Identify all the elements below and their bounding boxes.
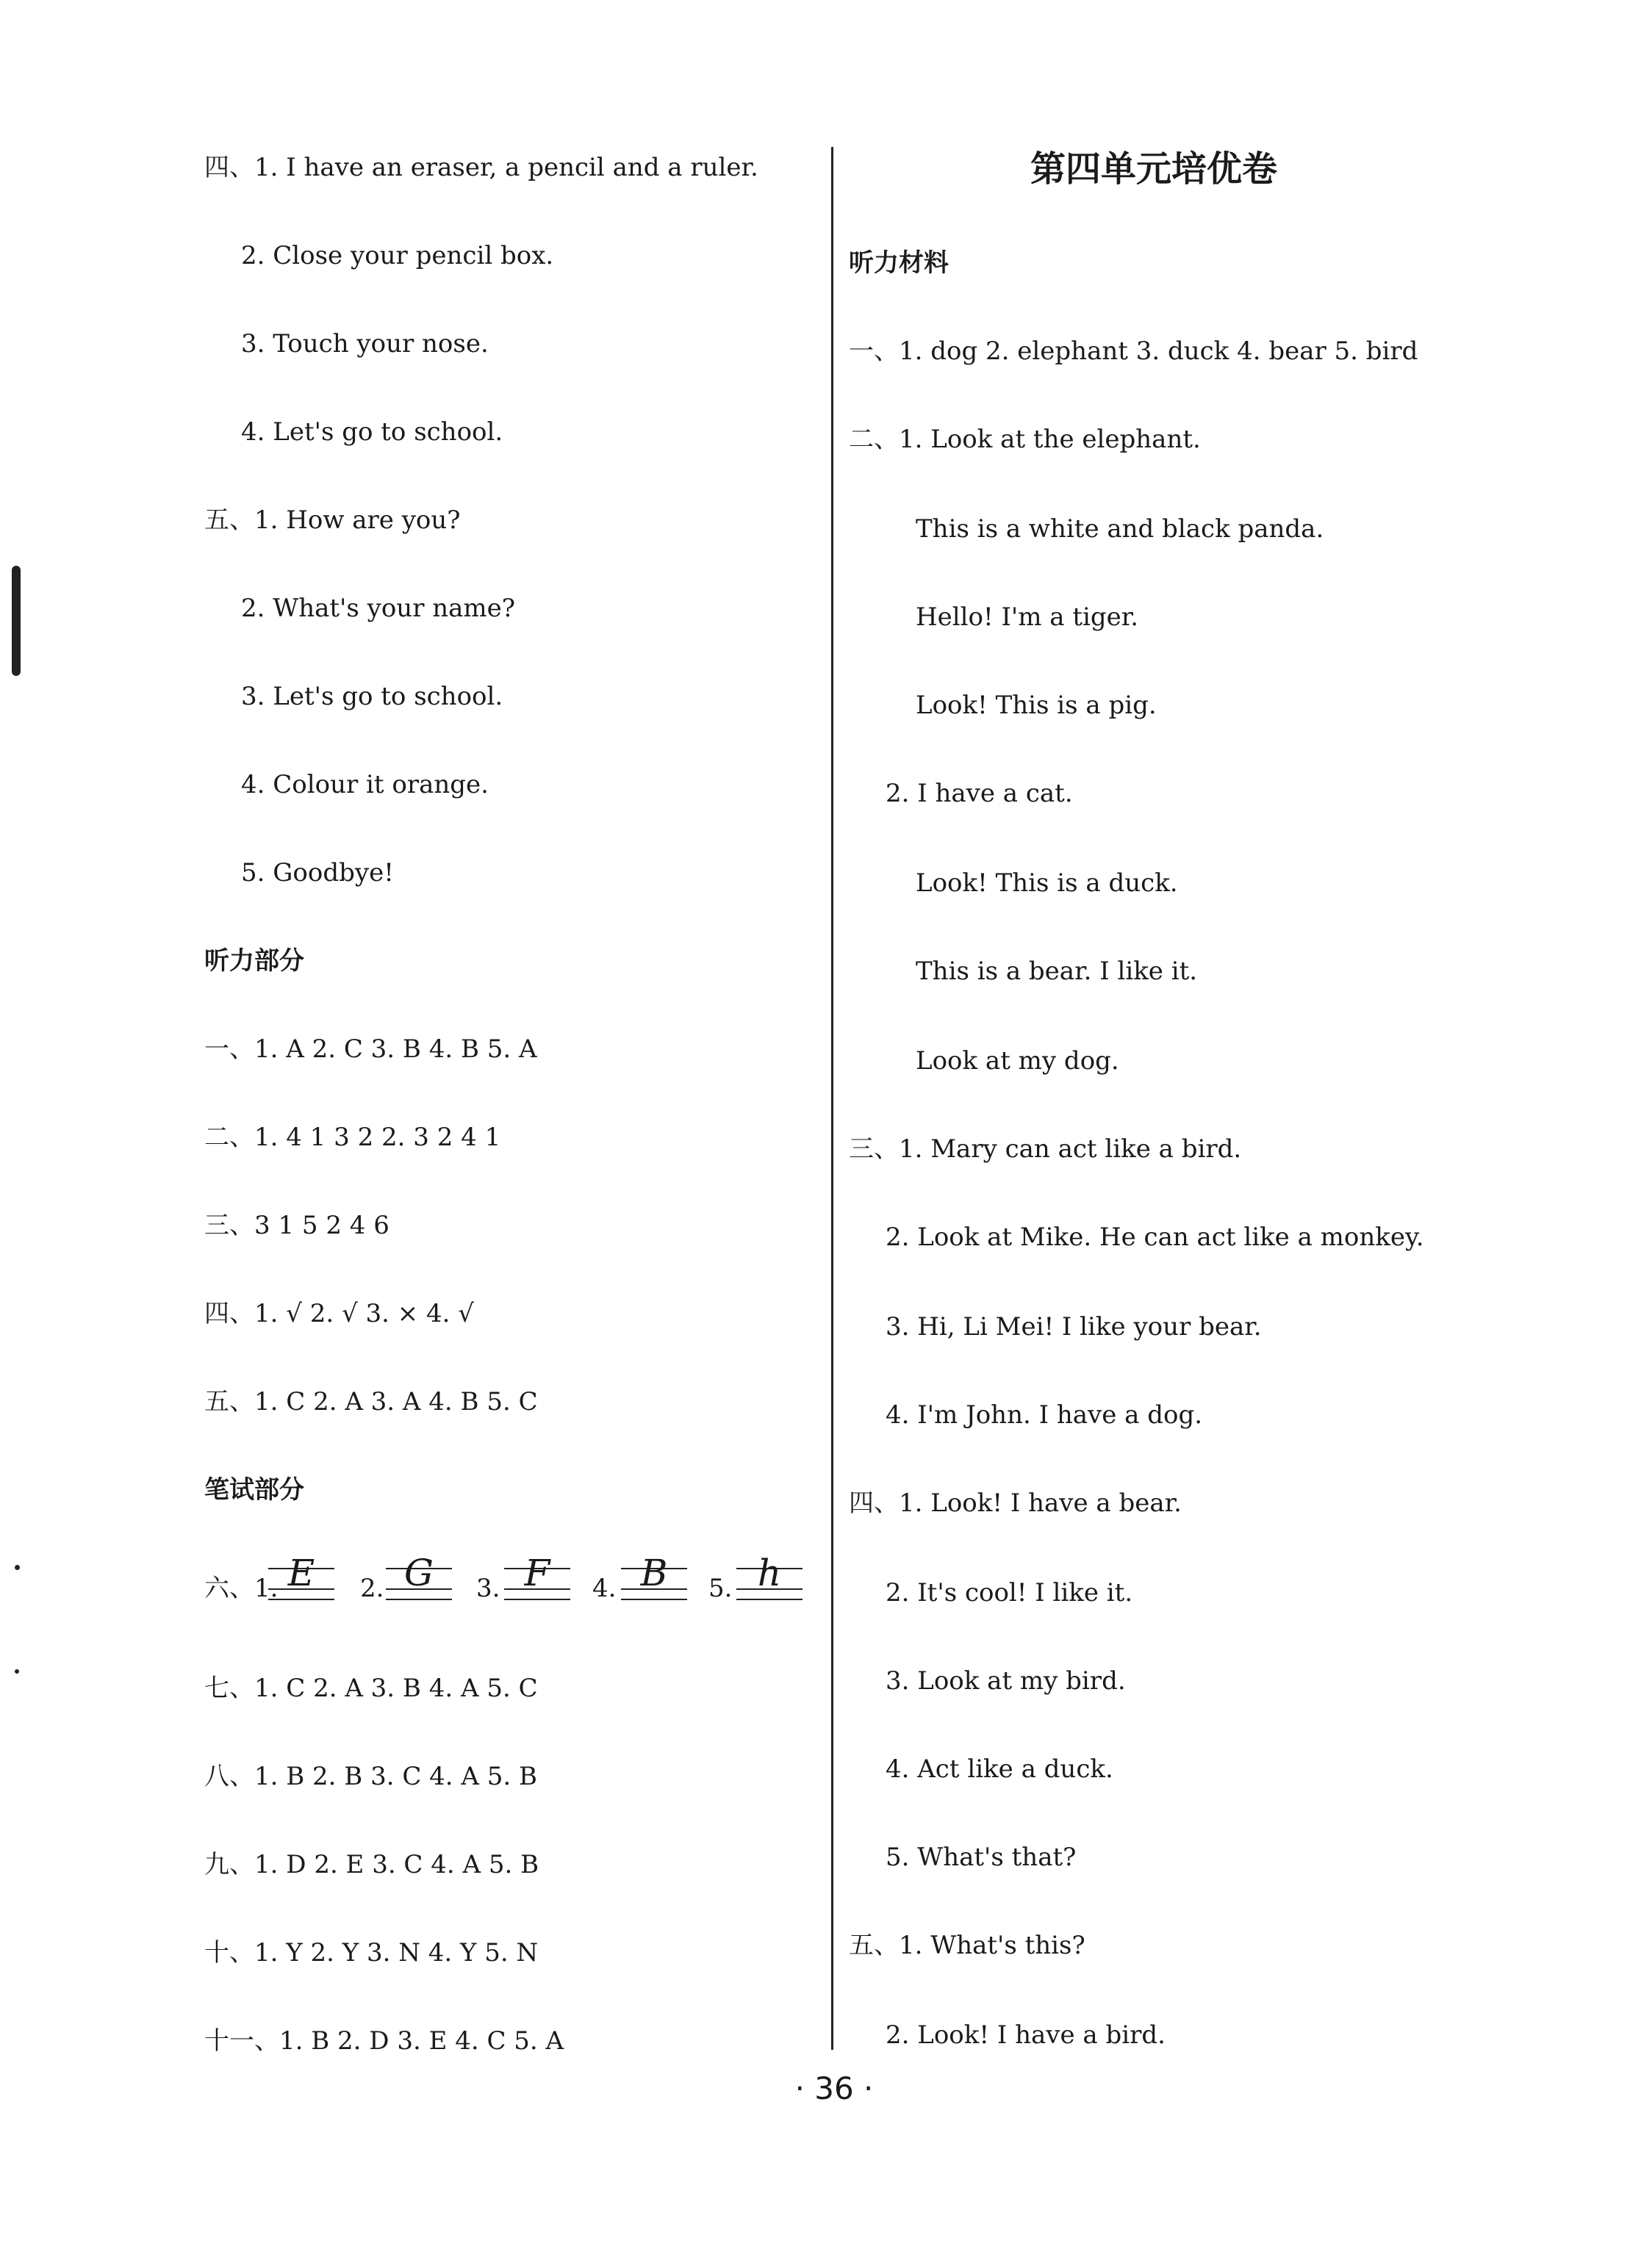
column-divider (831, 147, 833, 2050)
answer-line: 九、1. D 2. E 3. C 4. A 5. B (204, 1850, 539, 1879)
handwritten-letter: F (524, 1552, 550, 1594)
scan-mark (12, 566, 21, 676)
handwritten-letter: B (640, 1552, 668, 1594)
handwriting-blank (386, 1552, 452, 1594)
answer-line: 2. What's your name? (241, 594, 516, 623)
handwriting-blank (736, 1552, 803, 1594)
answer-line-prefix: 六、1. (204, 1574, 279, 1603)
transcript-line: 一、1. dog 2. elephant 3. duck 4. bear 5. bird (849, 336, 1418, 366)
answer-line: 七、1. C 2. A 3. B 4. A 5. C (204, 1674, 538, 1703)
section-heading: 听力材料 (849, 248, 949, 278)
transcript-line: 3. Hi, Li Mei! I like your bear. (886, 1312, 1262, 1342)
answer-line: 八、1. B 2. B 3. C 4. A 5. B (204, 1762, 537, 1791)
answer-line: 四、1. I have an eraser, a pencil and a ruler. (204, 153, 758, 182)
transcript-line: 2. I have a cat. (886, 779, 1073, 808)
transcript-line: This is a bear. I like it. (916, 957, 1198, 986)
scan-dot (15, 1669, 19, 1674)
handwritten-letter: h (757, 1552, 782, 1594)
transcript-line: 3. Look at my bird. (886, 1666, 1126, 1696)
answer-line: 一、1. A 2. C 3. B 4. B 5. A (204, 1034, 537, 1064)
transcript-line: 三、1. Mary can act like a bird. (849, 1134, 1242, 1164)
answer-line: 3. Touch your nose. (241, 329, 489, 359)
transcript-line: Look! This is a duck. (916, 868, 1178, 898)
answer-line: 五、1. C 2. A 3. A 4. B 5. C (204, 1387, 538, 1416)
handwriting-blank (268, 1552, 334, 1594)
handwritten-letter: G (404, 1552, 434, 1594)
answer-line: 3. Let's go to school. (241, 682, 503, 711)
section-heading: 听力部分 (204, 946, 304, 976)
scan-dot (15, 1565, 20, 1570)
handwriting-blank (504, 1552, 570, 1594)
answer-line: 四、1. √ 2. √ 3. × 4. √ (204, 1299, 474, 1328)
transcript-line: 4. I'm John. I have a dog. (886, 1400, 1203, 1430)
transcript-line: 5. What's that? (886, 1843, 1077, 1872)
transcript-line: 四、1. Look! I have a bear. (849, 1488, 1182, 1518)
transcript-line: 五、1. What's this? (849, 1931, 1085, 1960)
answer-line: 5. Goodbye! (241, 858, 394, 888)
transcript-line: 2. Look at Mike. He can act like a monkey. (886, 1223, 1424, 1252)
handwritten-letter: E (287, 1552, 315, 1594)
answer-number: 5. (708, 1574, 733, 1603)
answer-line: 二、1. 4 1 3 2 2. 3 2 4 1 (204, 1123, 501, 1152)
page-title: 第四单元培优卷 (1030, 148, 1277, 190)
transcript-line: Look! This is a pig. (916, 691, 1157, 720)
transcript-line: This is a white and black panda. (916, 514, 1324, 544)
answer-line: 五、1. How are you? (204, 505, 461, 535)
transcript-line: Look at my dog. (916, 1046, 1119, 1076)
page-number: · 36 · (794, 2070, 874, 2106)
transcript-line: 2. Look! I have a bird. (886, 2020, 1166, 2050)
section-heading: 笔试部分 (204, 1475, 304, 1505)
transcript-line: 2. It's cool! I like it. (886, 1578, 1133, 1608)
transcript-line: 4. Act like a duck. (886, 1754, 1113, 1784)
answer-line: 4. Let's go to school. (241, 417, 503, 447)
answer-line: 三、3 1 5 2 4 6 (204, 1211, 389, 1240)
transcript-line: 二、1. Look at the elephant. (849, 425, 1201, 454)
answer-line: 4. Colour it orange. (241, 770, 489, 799)
answer-number: 3. (476, 1574, 500, 1603)
answer-number: 2. (360, 1574, 384, 1603)
answer-line: 十一、1. B 2. D 3. E 4. C 5. A (204, 2026, 564, 2056)
answer-number: 4. (592, 1574, 617, 1603)
handwriting-blank (621, 1552, 687, 1594)
answer-line: 2. Close your pencil box. (241, 241, 554, 270)
answer-line: 十、1. Y 2. Y 3. N 4. Y 5. N (204, 1938, 539, 1968)
transcript-line: Hello! I'm a tiger. (916, 602, 1139, 632)
